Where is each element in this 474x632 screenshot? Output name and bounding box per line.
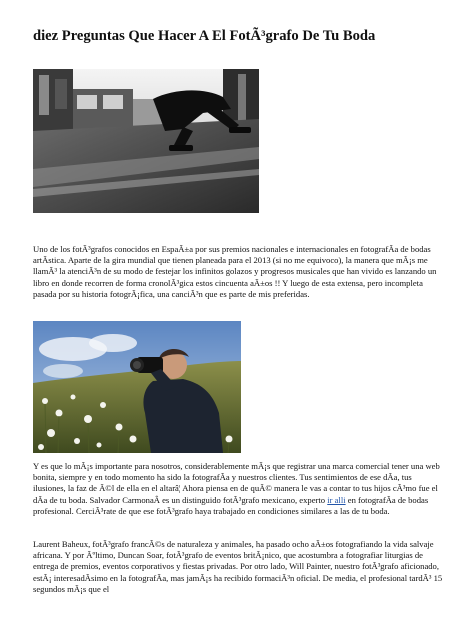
photographer-in-meadow-graphic bbox=[33, 321, 241, 453]
paragraph-importance bbox=[33, 461, 443, 517]
paragraph-importance-text-a: Y es que lo mÃ¡s importante para nosotros, considerablemente mÃ¡s que registrar una marca comercial tener una web bonita, siempre y en todo momento ha sido la fotografÃa y nuestros clientes. Tus sentimientos de ese dÃa, tus ilusiones, la faz de Ã©l de ella en el altarâ¦ Ahora piensa en de quÃ© manera le vas a contar to tus hijos cÃ³mo fue el dÃa de tu boda. Salvador CarmonaÂ es un distinguido fotÃ³grafo mexicano, experto bbox=[33, 461, 440, 505]
article-title: diez Preguntas Que Hacer A El FotÃ³grafo De Tu Boda bbox=[33, 28, 376, 44]
street-walking-photo-graphic bbox=[33, 69, 259, 213]
paragraph-photographers: Laurent Baheux, fotÃ³grafo francÃ©s de naturaleza y animales, ha pasado ocho aÃ±os fotografiando la vida salvaje africana. Y por Ãºltimo, Duncan Soar, fotÃ³grafo de eventos britÃ¡nico, que acostumbra a fotografiar liturgias de entrega de premios, eventos corporativos y fiestas privadas. Por otro lado, Will Painter, nuestro fotÃ³grafo aficionado, estÃ¡ interesadÃsimo en la fotografÃa, mas jamÃ¡s ha recibido formaciÃ³n oficial. De media, el profesional tardÃ³ 15 segundos mÃ¡s que el bbox=[33, 539, 443, 594]
street-walking-photo bbox=[33, 69, 259, 213]
paragraph-intro: Uno de los fotÃ³grafos conocidos en EspaÃ±a por sus premios nacionales e internacionales en fotografÃa de bodas artÃstica. Aparte de la gira mundial que tienen planeada para el 2013 (si no me equivoco), la manera que mÃ¡s me llamÃ³ la atenciÃ³n de su modo de festejar los infinitos golazos y progresos musicales que han vivido es lanzando un libro en donde recorren de forma cronolÃ³gica estos cincuenta aÃ±os !! Y luego de esta extensa, pero incompleta pasada por su historia fotogrÃ¡fica, una canciÃ³n que es parte de mis preferidas. bbox=[33, 244, 437, 299]
photographer-in-meadow-photo bbox=[33, 321, 241, 453]
paragraph-importance-text-b: en fotografÃa de bodas profesional. CerciÃ³rate de que ese fotÃ³grafo haya trabajado en condiciones similares a las de tu boda. bbox=[33, 494, 429, 516]
ir-alli-link[interactable]: ir alli bbox=[327, 494, 346, 505]
